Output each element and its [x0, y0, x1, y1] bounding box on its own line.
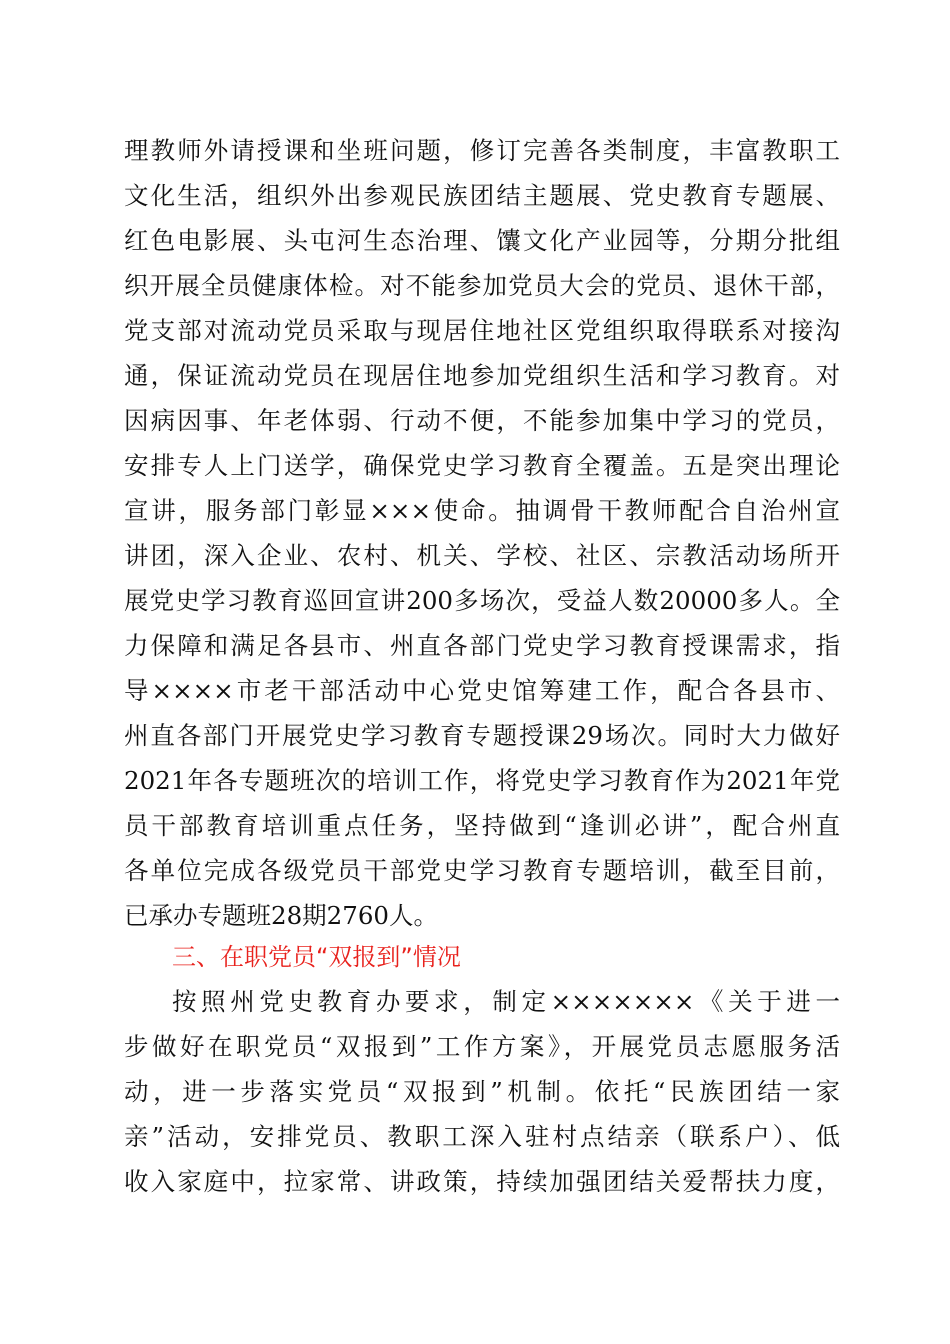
body-line: 导××××市老干部活动中心党史馆筹建工作，配合各县市、 [124, 676, 840, 705]
body-line: 员干部教育培训重点任务，坚持做到“逢训必讲”，配合州直 [124, 811, 840, 840]
body-line: 州直各部门开展党史学习教育专题授课29场次。同时大力做好 [124, 721, 840, 750]
body-line: 讲团，深入企业、农村、机关、学校、社区、宗教活动场所开 [124, 541, 840, 570]
body-line: 党支部对流动党员采取与现居住地社区党组织取得联系对接沟 [124, 316, 840, 345]
body-line: 织开展全员健康体检。对不能参加党员大会的党员、退休干部， [124, 271, 840, 300]
body-line: 红色电影展、头屯河生态治理、馕文化产业园等，分期分批组 [124, 226, 840, 255]
body-line: 展党史学习教育巡回宣讲200多场次，受益人数20000多人。全 [124, 586, 840, 615]
body-line: 2021年各专题班次的培训工作，将党史学习教育作为2021年党 [124, 766, 840, 795]
body-line: 文化生活，组织外出参观民族团结主题展、党史教育专题展、 [124, 181, 840, 210]
body-line: 力保障和满足各县市、州直各部门党史学习教育授课需求，指 [124, 631, 840, 660]
body-line: 收入家庭中，拉家常、讲政策，持续加强团结关爱帮扶力度， [124, 1167, 840, 1196]
body-line: 通，保证流动党员在现居住地参加党组织生活和学习教育。对 [124, 361, 840, 390]
body-line: 宣讲，服务部门彰显×××使命。抽调骨干教师配合自治州宣 [124, 496, 840, 525]
body-line: 各单位完成各级党员干部党史学习教育专题培训，截至目前， [124, 856, 840, 885]
body-line: 理教师外请授课和坐班问题，修订完善各类制度，丰富教职工 [124, 136, 840, 165]
body-line: 亲”活动，安排党员、教职工深入驻村点结亲（联系户）、低 [124, 1122, 840, 1151]
body-line: 已承办专题班28期2760人。 [124, 901, 439, 930]
body-line: 因病因事、年老体弱、行动不便，不能参加集中学习的党员， [124, 406, 840, 435]
body-line: 动，进一步落实党员“双报到”机制。依托“民族团结一家 [124, 1077, 840, 1106]
section-heading: 三、在职党员“双报到”情况 [172, 943, 461, 971]
body-line: 按照州党史教育办要求，制定×××××××《关于进一 [172, 987, 840, 1016]
body-line: 步做好在职党员“双报到”工作方案》，开展党员志愿服务活 [124, 1032, 840, 1061]
body-line: 安排专人上门送学，确保党史学习教育全覆盖。五是突出理论 [124, 451, 840, 480]
